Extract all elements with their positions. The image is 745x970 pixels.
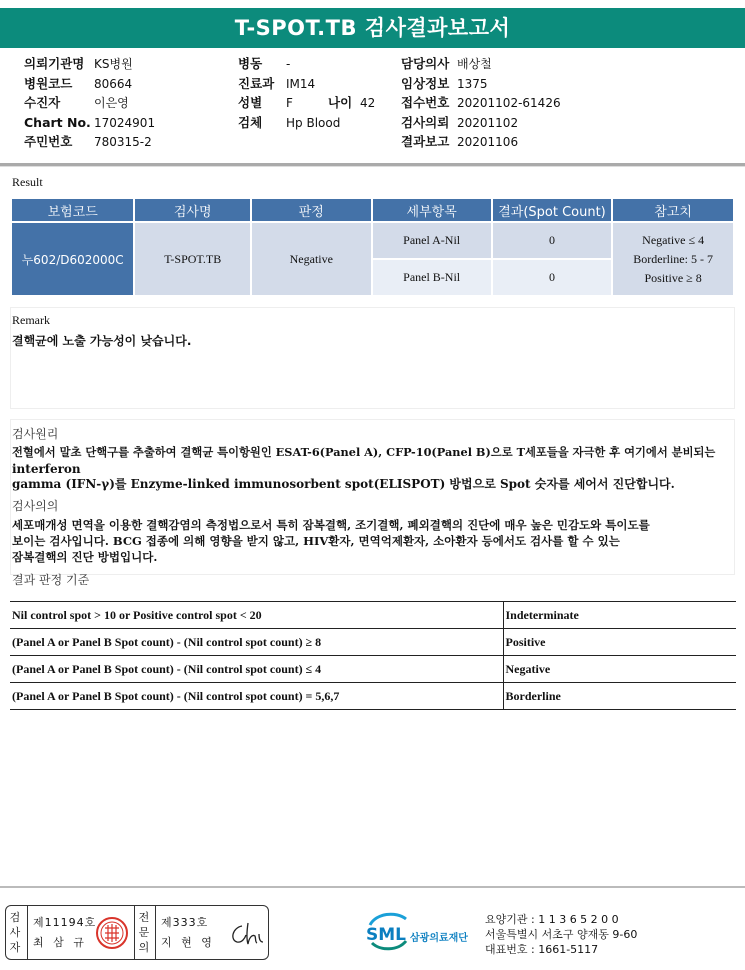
info-row [401,113,561,133]
info-label: 수진자 [24,95,61,110]
info-value: - [286,57,291,71]
info-value: 1375 [457,76,488,91]
info-column-1 [24,54,155,152]
criteria-row [10,683,736,710]
info-value: 20201102-61426 [457,96,561,110]
sml-logo-text: SML [366,925,406,945]
info-label: 검사의뢰 [401,114,450,130]
specialist-label: 전문의 [138,911,150,954]
header-insurance-code: 보험코드 [12,199,133,221]
info-row [24,54,155,74]
principle-section-label: 검사원리 [12,427,59,441]
signature-box [5,905,269,960]
contact-line: 요양기관 : 1 1 3 6 5 2 0 0 [485,913,619,926]
info-label: 주민번호 [24,134,73,149]
handwritten-signature-icon [228,920,264,948]
specialist-name: 지 현 영 [161,936,215,949]
info-label: 의뢰기관명 [24,56,85,71]
remark-box [10,307,735,409]
info-row [401,132,561,152]
info-value: 42 [360,96,376,110]
info-label: 담당의사 [401,56,450,71]
remark-text: 결핵균에 노출 가능성이 낮습니다. [12,334,192,348]
info-row [24,74,155,94]
contact-info [485,912,637,957]
info-label: 접수번호 [401,95,450,110]
sml-org-name: 삼광의료재단 [410,933,468,944]
header-divider-light [0,166,745,167]
info-column-2 [238,54,375,132]
info-value: 이은영 [94,96,129,110]
info-value: 80664 [94,76,133,91]
header-detail-item: 세부항목 [373,199,491,221]
info-value: IM14 [286,76,316,91]
info-row [24,113,155,133]
info-label: 병동 [238,56,263,71]
criteria-table [10,601,736,710]
principle-line: 전혈에서 말초 단핵구를 추출하여 결핵균 특이항원인 ESAT-6(Panel A), CFP-10(Panel B)으로 T세포들을 자극한 후 여기에서 분비되는 [12,445,716,459]
info-row [238,113,375,133]
info-label: 나이 [328,95,353,110]
info-row [401,54,561,74]
info-label: 진료과 [238,75,275,91]
info-row [24,132,155,152]
signature-divider [27,906,28,959]
result-table [10,197,735,297]
significance-line: 잠복결핵의 진단 방법입니다. [12,550,158,564]
result-section-label: Result [12,175,43,189]
principle-line: interferon [12,462,81,476]
criteria-result: Positive [503,629,736,656]
criteria-result: Indeterminate [503,602,736,629]
tester-license-number: 제11194호 [33,916,97,929]
info-label: 병원코드 [24,75,73,91]
info-row [238,93,375,113]
info-value: Hp Blood [286,115,341,130]
specialist-license-number: 제333호 [161,916,209,929]
signature-divider [134,906,135,959]
info-label: 임상정보 [401,75,450,91]
significance-line: 세포매개성 면역을 이용한 결핵감염의 측정법으로서 특히 잠복결핵, 조기결핵, 폐외결핵의 진단에 매우 높은 민감도와 특이도를 [12,518,650,532]
contact-line: 대표번호 : 1661-5117 [485,943,599,956]
spot-count-cell: 0 [493,223,612,258]
info-label: 결과보고 [401,134,450,149]
test-name-cell: T-SPOT.TB [135,223,250,295]
info-value: 배상철 [457,57,492,71]
criteria-section-label: 결과 판정 기준 [12,573,90,587]
criteria-condition: (Panel A or Panel B Spot count) - (Nil control spot count) ≤ 4 [10,656,503,683]
info-label: 검체 [238,114,263,130]
info-row [401,74,561,94]
reference-line: Negative ≤ 4 [642,232,705,247]
detail-item-cell: Panel B-Nil [373,260,491,295]
info-label: 성별 [238,95,263,110]
info-value: F [286,96,293,110]
criteria-condition: (Panel A or Panel B Spot count) - (Nil control spot count) = 5,6,7 [10,683,503,710]
tester-name: 최 삼 규 [33,936,87,949]
info-value: 20201106 [457,135,519,149]
criteria-result: Negative [503,656,736,683]
criteria-row [10,602,736,629]
tester-label: 검사자 [9,911,21,954]
info-value: 17024901 [94,115,156,130]
info-value: 780315-2 [94,135,152,149]
significance-line: 보이는 검사입니다. BCG 접종에 의해 영향을 받지 않고, HIV환자, 면역억제환자, 소아환자 등에서도 검사를 할 수 있는 [12,534,620,548]
significance-section-label: 검사의의 [12,499,59,513]
footer-divider [0,886,745,888]
reference-cell [613,223,733,295]
criteria-row [10,656,736,683]
principle-line: gamma (IFN-γ)를 Enzyme-linked immunosorbent spot(ELISPOT) 방법으로 Spot 숫자를 세어서 진단합니다. [12,477,675,491]
header-reference: 참고치 [613,199,733,221]
reference-line: Borderline: 5 - 7 [633,251,713,266]
remark-section-label: Remark [12,313,50,327]
header-judgement: 판정 [252,199,371,221]
header-result-spot-count: 결과(Spot Count) [493,199,612,221]
info-value: 20201102 [457,115,519,130]
info-value: KS병원 [94,57,133,71]
info-row [238,54,375,74]
criteria-condition: (Panel A or Panel B Spot count) - (Nil control spot count) ≥ 8 [10,629,503,656]
contact-line: 서울특별시 서초구 양재동 9-60 [485,928,638,941]
info-row [401,93,561,113]
reference-line: Positive ≥ 8 [644,270,702,285]
signature-divider [155,906,156,959]
header-test-name: 검사명 [135,199,250,221]
criteria-result: Borderline [503,683,736,710]
result-header-row [12,199,733,221]
info-label: Chart No. [24,114,91,130]
info-row [238,74,375,94]
spot-count-cell: 0 [493,260,612,295]
judgement-cell: Negative [252,223,371,295]
result-row [12,223,733,258]
report-title: T-SPOT.TB 검사결과보고서 [0,8,745,48]
insurance-code-cell: 누602/D602000C [12,223,133,295]
red-seal-icon [95,916,129,950]
criteria-condition: Nil control spot > 10 or Positive control spot < 20 [10,602,503,629]
criteria-row [10,629,736,656]
info-column-3 [401,54,561,152]
detail-item-cell: Panel A-Nil [373,223,491,258]
info-row [24,93,155,113]
